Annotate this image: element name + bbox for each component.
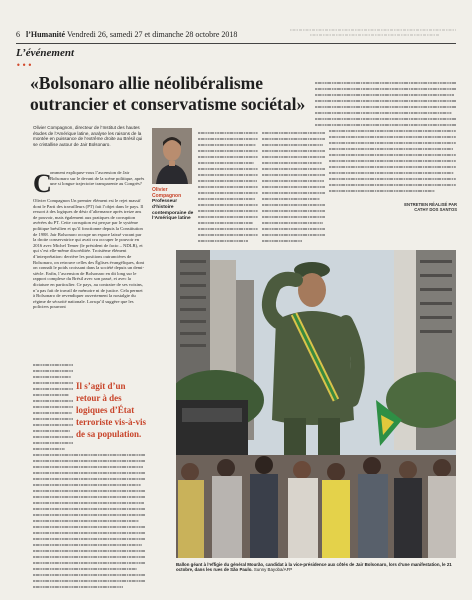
section-rubric: L’événement [16,47,75,59]
main-photo [176,250,456,558]
body-text-col1: Olivier Compagnon Un premier élément est le rejet massif dont le Parti des travailleurs (PT) fait l’objet dans le pays. Il ressort à des logiques de désir d’alternance après treize ans de pouvoir, mais également aux pratiques de corruption avérées du PT. Cette corruption est perçue par le système politique brésilien et qu’il fonctionne depuis la Constitution de 1988. Jair Bolsonaro occupe un espace laissé vacant par la droite conservatrice qui avait cru occuper le pouvoir en 2016 avec Michel Temer (le président de facto – NDLR), et qui s’est elle-même discréditée. Troisième élément d’interprétation: derrière les positions outrancières de Bolsonaro, on retrouve celles des Églises évangéliques, dont on connaît le poids croissant dans la société depuis un demi-siècle. Enfin, l’ascension de Bolsonaro en dit long sur le rapport complexe du Brésil avec son passé, et avec la dictature en particulier. Ce pays, au contraire de ses voisins, n’a pas fait de travail de mémoire ni de justice. Cela permet à Bolsonaro de revendiquer ouvertement la nostalgie du régime de sécurité nationale. Lorsqu’il suggère que les policiers pourront [33,198,145,310]
headline: «Bolsonaro allie néolibéralisme outrancier et conservatisme sociétal» [30,73,306,114]
body-text-col4 [315,80,456,198]
dateline: Vendredi 26, samedi 27 et dimanche 28 octobre 2018 [66,30,238,39]
portrait-caption-role: Professeur d’histoire contemporaine de l’Amérique latine [152,199,194,222]
portrait-caption-name: Olivier Compagnon [152,187,182,199]
photo-caption [176,562,456,573]
photo-caption-text: Ballon géant à l’effigie du général Mourão, candidat à la vice-présidence aux côtés de Jair Bolsonaro, lors d’une manifestation, le 21 octobre, dans les rues de São Paulo. [176,562,452,573]
body-text-col2 [198,130,258,246]
page-folio [16,30,237,39]
interview-signature: ENTRETIEN RÉALISÉ PAR CATHY DOS SANTOS [404,202,457,213]
rubric-marker: ••• [16,61,34,70]
author-portrait [152,128,192,184]
newspaper-name: l’Humanité [26,30,66,39]
body-text-col1-continued [33,362,73,452]
header-faint-text [290,26,456,38]
pull-quote: Il s’agit d’un retour à des logiques d’État terroriste vis-à-vis de sa population. [76,381,147,439]
article-intro: Olivier Compagnon, directeur de l’Institut des hautes études de l’Amérique latine, analyse les raisons de la montée en puissance de l’extrême droite au Brésil qui se cristallise autour de Jair Bolsonaro. [33,125,143,147]
header-rule [16,43,456,44]
first-question: omment expliquez-vous l’ascension de Jair Bolsonaro sur le devant de la scène politique, après une si longue trajectoire transparente au Congrès? [50,170,145,187]
drop-cap: C [33,169,52,198]
photo-credit: Sunny Bayoba/AFP [253,567,293,573]
body-text-col1-lower [33,452,145,592]
page-number: 6 [16,30,20,39]
